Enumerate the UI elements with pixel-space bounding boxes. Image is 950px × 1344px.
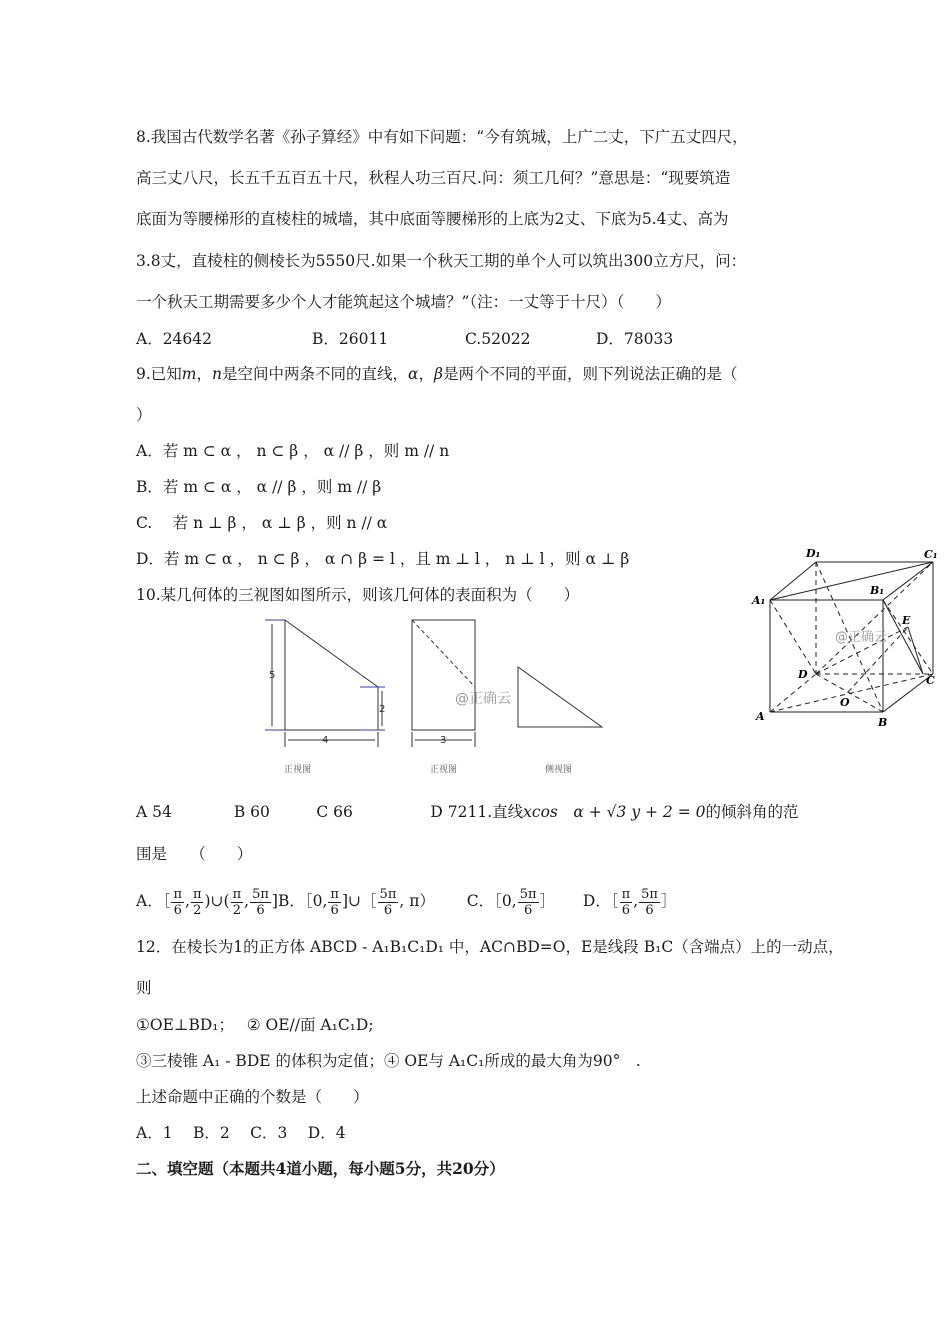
label-b: B xyxy=(878,716,888,729)
q12-question: 上述命题中正确的个数是（ ） xyxy=(136,1088,369,1106)
q8-line3: 底面为等腰梯形的直棱柱的城墙，其中底面等腰梯形的上底为2丈、下底为5.4丈、高为 xyxy=(136,210,729,228)
side-view-caption: 正视图 xyxy=(430,765,458,775)
q8-line1: 8.我国古代数学名著《孙子算经》中有如下问题：“今有筑城，上广二丈，下广五丈四尺， xyxy=(136,128,748,146)
front-view-caption: 正视图 xyxy=(284,765,312,775)
q11-option-a: A．［ $\frac{\pi}{6}$ , $\frac{\pi}{2}$ )∪( $\frac{\pi}{2}$ , $\frac{5\pi}{6}$ ] xyxy=(136,886,278,918)
dim-3-label: 3 xyxy=(440,735,447,746)
q9-option-c: C. 若 n ⊥ β ， α ⊥ β ，则 n // α xyxy=(136,514,388,532)
q11-option-b: B．［0, $\frac{\pi}{6}$ ]∪［ $\frac{5\pi}{6}$ , π） xyxy=(277,886,435,918)
three-view-figure xyxy=(260,612,620,777)
q8-line5: 一个秋天工期需要多少个人才能筑起这个城墙？”（注：一丈等于十尺）（ ） xyxy=(136,293,671,311)
q8-line4: 3.8丈，直棱柱的侧棱长为5550尺.如果一个秋天工期的单个人可以筑出300立方尺，问： xyxy=(136,252,747,270)
top-view xyxy=(518,667,602,727)
q12-stem: 12．在棱长为1的正方体 ABCD - A₁B₁C₁D₁ 中，AC∩BD=O，E是线段 B₁C（含端点）上的一动点， xyxy=(136,938,844,956)
label-a1: A₁ xyxy=(752,594,766,607)
q12-statements-1-2: ①OE⊥BD₁； ② OE//面 A₁C₁D; xyxy=(136,1016,374,1034)
q10-stem: 10.某几何体的三视图如图所示，则该几何体的表面积为（ ） xyxy=(136,586,580,604)
q9-option-a: A．若 m ⊂ α ， n ⊂ β ， α // β ，则 m // n xyxy=(136,442,450,460)
q8-line2: 高三丈八尺，长五千五百五十尺，秋程人功三百尺.问：须工几何？”意思是：“现要筑造 xyxy=(136,169,731,187)
q9-line1: 9.已知m，n是空间中两条不同的直线，α，β是两个不同的平面，则下列说法正确的是（ xyxy=(136,365,738,383)
q8-option-c: C.52022 xyxy=(465,330,531,348)
cube-watermark: @正确云 xyxy=(835,630,888,645)
q8-option-a: A．24642 xyxy=(136,330,213,348)
watermark: @正确云 xyxy=(455,691,511,707)
label-b1: B₁ xyxy=(870,584,885,597)
q8-option-b: B．26011 xyxy=(312,330,389,348)
q11-option-d: D．［ $\frac{\pi}{6}$ , $\frac{5\pi}{6}$ ］ xyxy=(582,886,677,918)
dim-2-label: 2 xyxy=(379,704,386,715)
q9-line2: ） xyxy=(136,406,152,424)
q9-option-b: B．若 m ⊂ α ， α // β ，则 m // β xyxy=(136,478,382,496)
q11-options xyxy=(136,884,676,918)
q12-line2: 则 xyxy=(136,979,152,997)
dim-4-label: 4 xyxy=(322,735,329,746)
q11-option-c: C．［0, $\frac{5\pi}{6}$ ］ xyxy=(466,886,556,918)
top-view-caption: 侧视图 xyxy=(545,765,573,775)
side-view xyxy=(412,620,475,747)
q9-option-d: D．若 m ⊂ α ， n ⊂ β ， α ∩ β = l ，且 m ⊥ l ， n ⊥ l ，则 α ⊥ β xyxy=(136,550,630,568)
label-d: D xyxy=(798,668,808,681)
dim-5-label: 5 xyxy=(269,670,276,681)
front-view xyxy=(265,620,385,747)
label-a: A xyxy=(756,710,765,723)
q12-statements-3-4: ③三棱锥 A₁ - BDE 的体积为定值；④ OE与 A₁C₁所成的最大角为90° . xyxy=(136,1052,641,1070)
label-d1: D₁ xyxy=(806,547,821,560)
label-e: E xyxy=(902,614,911,627)
q11-line2: 围是 （ ） xyxy=(136,845,253,863)
q10-options-q11-stem: A 54 B 60 C 66 D 7211.直线xcos α + √3 y + 2 = 0的倾斜角的范 xyxy=(136,803,799,821)
label-c1: C₁ xyxy=(924,548,938,561)
label-o: O xyxy=(840,696,850,709)
section-2-heading: 二、填空题（本题共4道小题，每小题5分，共20分） xyxy=(136,1159,505,1178)
q8-option-d: D．78033 xyxy=(596,330,674,348)
q12-options: A．1 B．2 C．3 D．4 xyxy=(136,1124,346,1142)
label-c: C xyxy=(926,674,935,687)
